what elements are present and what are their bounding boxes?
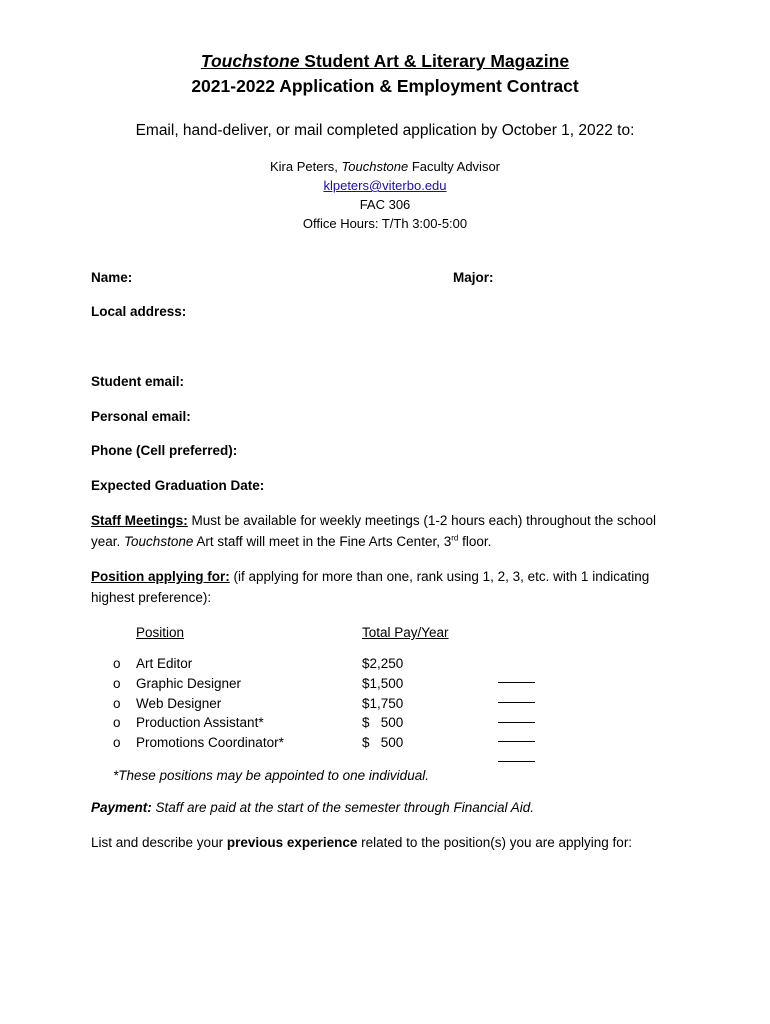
payment-label: Payment: <box>91 800 152 815</box>
advisor-email-link[interactable]: klpeters@viterbo.edu <box>323 178 447 193</box>
name-label: Name: <box>91 270 133 285</box>
rank-blank[interactable] <box>498 670 535 688</box>
position-pay: $2,250 <box>362 656 404 671</box>
local-address-label: Local address: <box>91 304 187 319</box>
phone-label: Phone (Cell preferred): <box>91 443 238 458</box>
position-name: Art Editor <box>136 656 193 671</box>
experience-prompt <box>91 835 632 850</box>
bullet-icon: o <box>113 735 121 750</box>
staff-meetings-paragraph <box>91 510 691 552</box>
position-name: Promotions Coordinator* <box>136 735 284 750</box>
rank-blank[interactable] <box>498 729 535 747</box>
magazine-name: Touchstone <box>200 51 300 71</box>
staff-meetings-label: Staff Meetings: <box>91 513 188 528</box>
major-label: Major: <box>453 270 494 285</box>
submission-instructions: Email, hand-deliver, or mail completed application by October 1, 2022 to: <box>135 122 635 139</box>
position-pay: $ 500 <box>362 735 404 750</box>
title-rest: Student Art & Literary Magazine <box>299 51 570 71</box>
payment-note <box>91 800 534 815</box>
graduation-date-label: Expected Graduation Date: <box>91 478 265 493</box>
position-pay: $ 500 <box>362 715 404 730</box>
advisor-magazine: Touchstone <box>341 159 409 174</box>
rank-blank[interactable] <box>498 749 535 767</box>
advisor-name <box>0 159 770 174</box>
bullet-icon: o <box>113 656 121 671</box>
staff-meetings-magazine: Touchstone <box>124 534 194 549</box>
position-name: Web Designer <box>136 696 222 711</box>
position-applying-text-1: (if applying for more than one, rank using 1, 2, 3, etc. with 1 indicating <box>229 569 650 584</box>
advisor-name-prefix: Kira Peters, <box>269 159 342 174</box>
advisor-office: FAC 306 <box>359 197 411 212</box>
experience-prefix: List and describe your <box>91 835 227 850</box>
payment-text: Staff are paid at the start of the semester through Financial Aid. <box>151 800 534 815</box>
document-subtitle: 2021-2022 Application & Employment Contract <box>191 76 579 96</box>
staff-meetings-text-2b: Art staff will meet in the Fine Arts Center, 3 <box>193 534 452 549</box>
positions-footnote: *These positions may be appointed to one individual. <box>113 768 429 783</box>
staff-meetings-text-2c: floor. <box>458 534 492 549</box>
position-applying-label: Position applying for: <box>91 569 230 584</box>
advisor-title: Faculty Advisor <box>408 159 501 174</box>
pay-column-header: Total Pay/Year <box>362 625 449 640</box>
student-email-label: Student email: <box>91 374 185 389</box>
document-title <box>0 51 770 72</box>
position-pay: $1,500 <box>362 676 404 691</box>
staff-meetings-text-2a: year. <box>91 534 125 549</box>
floor-superscript: rd <box>451 533 459 543</box>
rank-blank[interactable] <box>498 690 535 708</box>
bullet-icon: o <box>113 696 121 711</box>
bullet-icon: o <box>113 676 121 691</box>
bullet-icon: o <box>113 715 121 730</box>
position-name: Graphic Designer <box>136 676 242 691</box>
advisor-office-hours: Office Hours: T/Th 3:00-5:00 <box>302 216 468 231</box>
position-name: Production Assistant* <box>136 715 264 730</box>
position-applying-paragraph <box>91 566 691 608</box>
position-pay: $1,750 <box>362 696 404 711</box>
position-column-header: Position <box>136 625 185 640</box>
experience-suffix: related to the position(s) you are applying for: <box>357 835 633 850</box>
experience-bold: previous experience <box>226 835 358 850</box>
rank-blank[interactable] <box>498 710 535 728</box>
staff-meetings-text-1: Must be available for weekly meetings (1-2 hours each) throughout the school <box>187 513 657 528</box>
position-applying-text-2: highest preference): <box>91 590 212 605</box>
personal-email-label: Personal email: <box>91 409 191 424</box>
advisor-email-line <box>0 178 770 193</box>
